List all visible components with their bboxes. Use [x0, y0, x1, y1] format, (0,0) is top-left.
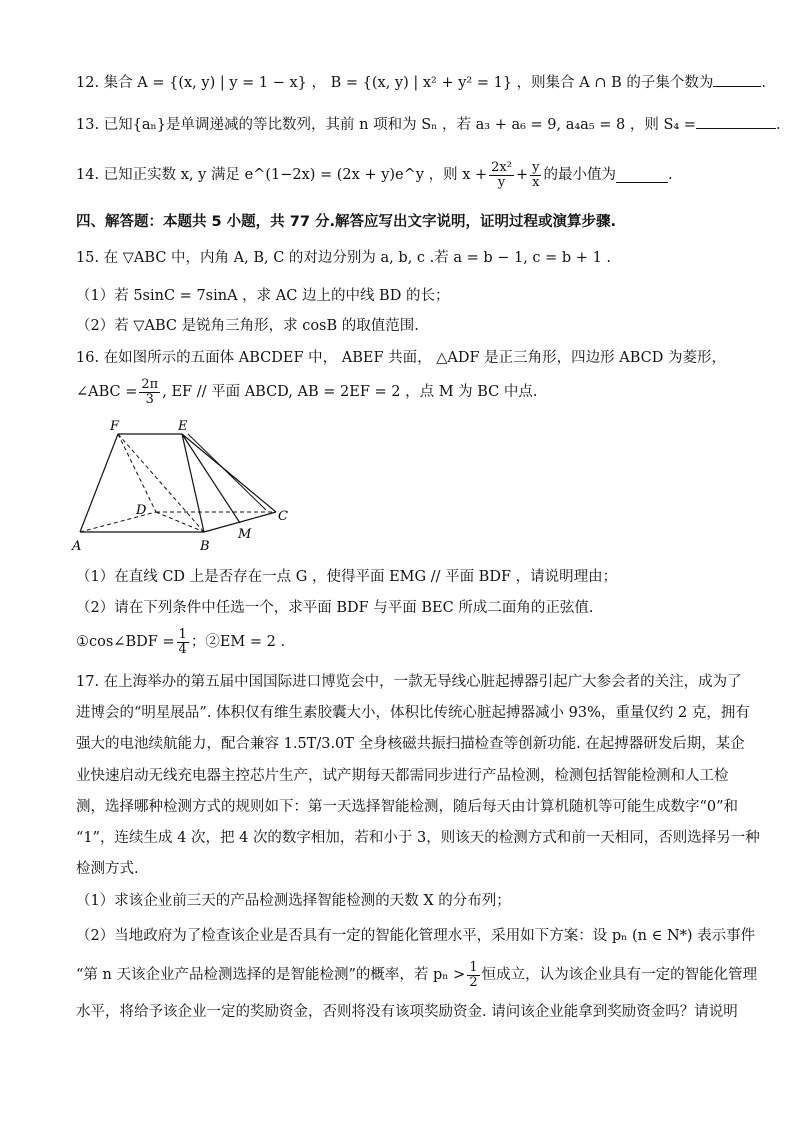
label-D: D [136, 503, 147, 518]
answer-blank-12 [713, 72, 761, 87]
pentahedron-figure [70, 418, 300, 558]
question-15-stem: 15. 在 ▽ABC 中，内角 A, B, C 的对边分别为 a, b, c .若 a = b − 1, c = b + 1 . [76, 250, 612, 266]
answer-blank-14 [616, 168, 668, 183]
section-heading: 四、解答题：本题共 5 小题，共 77 分.解答应写出文字说明，证明过程或演算步骤. [76, 214, 616, 230]
question-16-conditions: ①cos∠BDF = $\frac{1}{4}$ ；②EM = 2 . [76, 626, 286, 657]
fraction-2x2-over-y: $\frac{\text{2x²}}{y}$ [491, 159, 512, 190]
question-17-line-8: “第 n 天该企业产品检测选择的是智能检测”的概率，若 pₙ > $\frac{1}{2}$ 恒成立，认为该企业具有一定的智能化管理 [76, 959, 758, 990]
answer-blank-13 [696, 114, 776, 129]
question-16-part-2: （2）请在下列条件中任选一个，求平面 BDF 与平面 BEC 所成二面角的正弦值. [76, 600, 594, 616]
label-A: A [72, 539, 82, 554]
label-E: E [178, 419, 188, 434]
edge-E-face [188, 434, 266, 510]
edge-EM [182, 434, 240, 523]
question-17-line-6: “1”，连续生成 4 次，把 4 次的数字相加，若和小于 3，则该天的检测方式和前一天相同，否则选择另一种 [76, 830, 760, 846]
question-17-line-1: 17. 在上海举办的第五届中国国际进口博览会中，一款无导线心脏起搏器引起广大参会者的关注，成为了 [76, 674, 742, 690]
label-B: B [200, 539, 210, 554]
fraction-y-over-x: $\frac{y}{x}$ [532, 159, 540, 190]
edge-DB [156, 512, 204, 532]
question-17-part-2: （2）当地政府为了检查该企业是否具有一定的智能化管理水平，采用如下方案：设 pₙ (n ∈ N*) 表示事件 [76, 928, 756, 944]
question-17-line-4: 业快速启动无线充电器主控芯片生产，试产期每天都需同步进行产品检测，检测包括智能检测和人工检 [76, 768, 729, 784]
question-17-line-9: 水平，将给予该企业一定的奖励资金，否则将没有该项奖励资金. 请问该企业能拿到奖励资金吗？请说明 [76, 1004, 738, 1020]
question-15-part-2: （2）若 ▽ABC 是锐角三角形，求 cosB 的取值范围. [76, 318, 419, 334]
question-17-line-2: 进博会的“明星展品”. 体积仅有维生素胶囊大小，体积比传统心脏起搏器减小 93%，重量仅约 2 克，拥有 [76, 705, 750, 721]
label-F: F [110, 419, 120, 434]
fraction-1-over-4: $\frac{1}{4}$ [178, 626, 187, 657]
edge-FD [118, 434, 156, 512]
edge-EB [182, 434, 204, 532]
question-13: 13. 已知{aₙ}是单调递减的等比数列，其前 n 项和为 Sₙ ，若 a₃ + a₆ = 9, a₄a₅ = 8 ，则 S₄ = . [76, 114, 781, 135]
question-17-line-3: 强大的电池续航能力，配合兼容 1.5T/3.0T 全身核磁共振扫描检查等创新功能. 在起搏器研发后期，某企 [76, 736, 745, 752]
question-12: 12. 集合 A = {(x, y) | y = 1 − x} ， B = {(x, y) | x² + y² = 1} ，则集合 A ∩ B 的子集个数为 . [76, 72, 766, 93]
question-17-line-5: 测，选择哪种检测方式的规则如下：第一天选择智能检测，随后每天由计算机随机等可能生成数字“0”和 [76, 799, 739, 815]
question-17-part-1: （1）求该企业前三天的产品检测选择智能检测的天数 X 的分布列； [76, 893, 511, 909]
label-M: M [238, 527, 252, 542]
question-16-stem-2: ∠ABC = $\frac{2\pi}{3}$ , EF // 平面 ABCD, AB = 2EF = 2 ，点 M 为 BC 中点. [76, 376, 538, 407]
question-14: 14. 已知正实数 x, y 满足 e^(1−2x) = (2x + y)e^y ，则 x + $\frac{\text{2x²}}{y}$ + $\frac{y}{x}$ 的最小值为 . [76, 159, 673, 190]
fraction-1-over-2: $\frac{1}{2}$ [469, 959, 478, 990]
question-16-stem-1: 16. 在如图所示的五面体 ABCDEF 中， ABEF 共面， △ADF 是正三角形，四边形 ABCD 为菱形， [76, 350, 726, 366]
question-16-part-1: （1）在直线 CD 上是否存在一点 G ，使得平面 EMG // 平面 BDF ，请说明理由； [76, 569, 618, 585]
edge-AF [80, 434, 118, 532]
question-15-part-1: （1）若 5sinC = 7sinA ，求 AC 边上的中线 BD 的长； [76, 288, 450, 304]
edge-EC [182, 434, 276, 512]
question-13-text: 13. 已知{aₙ}是单调递减的等比数列，其前 n 项和为 Sₙ ，若 a₃ + a₆ = 9, a₄a₅ = 8 ，则 S₄ = [76, 117, 696, 133]
fraction-2pi-over-3: $\frac{2\pi}{3}$ [141, 376, 159, 407]
question-12-text: 12. 集合 A = {(x, y) | y = 1 − x} ， B = {(x, y) | x² + y² = 1} ，则集合 A ∩ B 的子集个数为 [76, 75, 714, 91]
question-17-line-7: 检测方式. [76, 861, 139, 877]
question-14-text-a: 14. 已知正实数 x, y 满足 e^(1−2x) = (2x + y)e^y ，则 x + [76, 167, 488, 183]
label-C: C [278, 509, 288, 524]
question-14-text-b: 的最小值为 [543, 167, 616, 183]
